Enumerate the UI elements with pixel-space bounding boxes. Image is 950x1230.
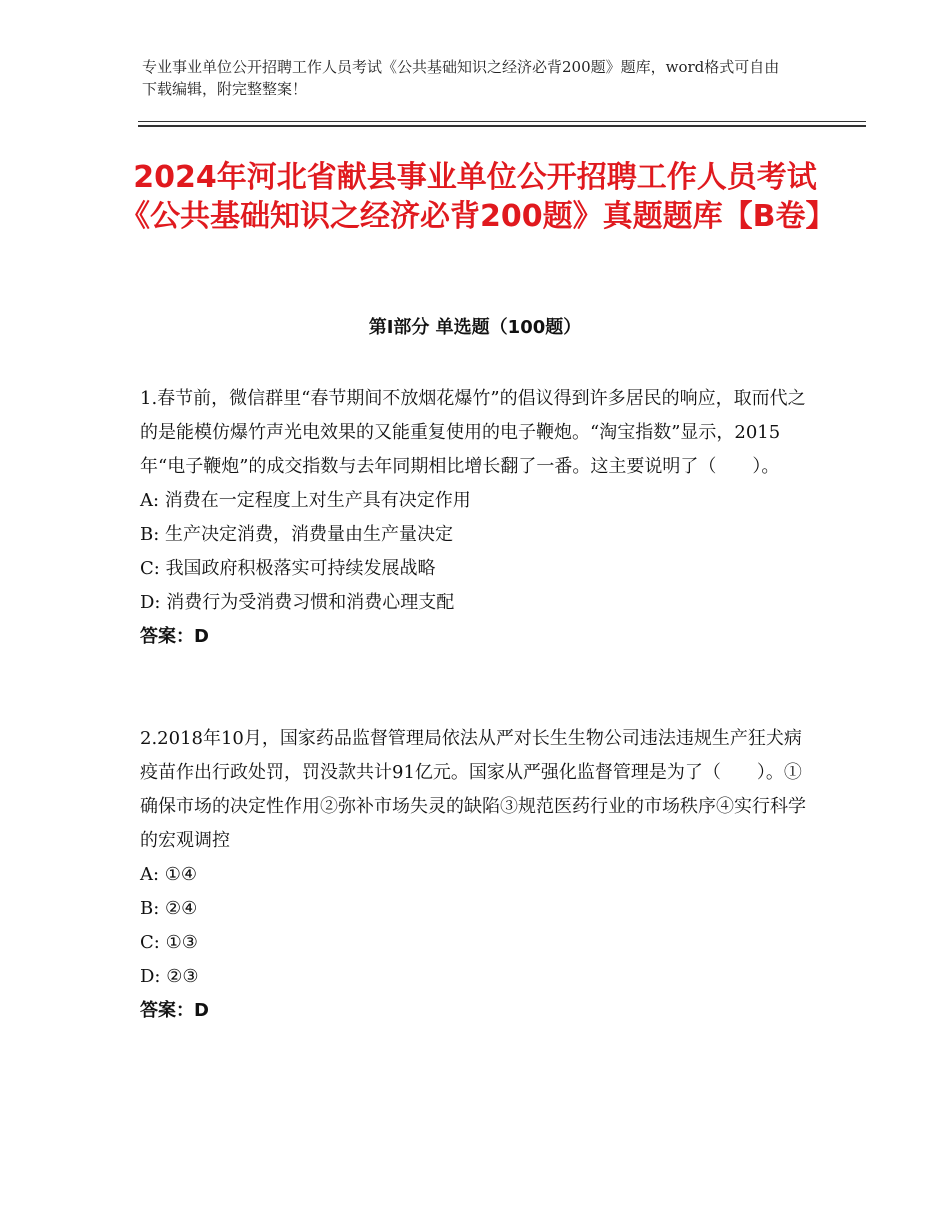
option-a	[140, 858, 808, 892]
option-key: C:	[140, 558, 166, 579]
option-text: ②④	[165, 898, 198, 919]
question-1	[140, 382, 808, 654]
option-text: ①③	[165, 932, 198, 953]
document-title: 2024年河北省献县事业单位公开招聘工作人员考试《公共基础知识之经济必背200题》真题题库【B卷】	[120, 160, 836, 234]
option-key: D:	[140, 592, 167, 613]
option-text: 我国政府积极落实可持续发展战略	[165, 558, 436, 579]
option-key: A:	[140, 864, 165, 885]
option-c	[140, 552, 808, 586]
option-key: D:	[140, 966, 167, 987]
option-key: B:	[140, 524, 166, 545]
option-a	[140, 484, 808, 518]
option-b	[140, 892, 808, 926]
option-b	[140, 518, 808, 552]
answer-line: 答案：D	[140, 1000, 209, 1021]
part-title: 第Ⅰ部分 单选题（100题）	[368, 317, 582, 338]
question-stem: 1.春节前，微信群里“春节期间不放烟花爆竹”的倡议得到许多居民的响应，取而代之的是能模仿爆竹声光电效果的又能重复使用的电子鞭炮。“淘宝指数”显示，2015年“电子鞭炮”的成交指数与去年同期相比增长翻了一番。这主要说明了（ ）。	[140, 388, 806, 477]
header-rule-thick	[138, 125, 866, 127]
option-c	[140, 926, 808, 960]
option-d	[140, 586, 808, 620]
option-text: 消费在一定程度上对生产具有决定作用	[164, 490, 471, 511]
option-key: A:	[140, 490, 165, 511]
option-key: B:	[140, 898, 166, 919]
header-note: 专业事业单位公开招聘工作人员考试《公共基础知识之经济必背200题》题库，word格式可自由下载编辑，附完整整案！	[142, 58, 780, 98]
question-stem: 2.2018年10月，国家药品监督管理局依法从严对长生生物公司违法违规生产狂犬病疫苗作出行政处罚，罚没款共计91亿元。国家从严强化监督管理是为了（ ）。①确保市场的决定性作用②弥补市场失灵的缺陷③规范医药行业的市场秩序④实行科学的宏观调控	[140, 728, 806, 851]
question-2	[140, 722, 808, 1028]
answer-line: 答案：D	[140, 626, 209, 647]
header-rule-thin	[138, 121, 866, 122]
option-list	[140, 484, 808, 620]
option-text: ②③	[166, 966, 199, 987]
option-d	[140, 960, 808, 994]
option-list	[140, 858, 808, 994]
option-text: 消费行为受消费习惯和消费心理支配	[166, 592, 455, 613]
option-text: ①④	[164, 864, 198, 885]
option-key: C:	[140, 932, 166, 953]
option-text: 生产决定消费，消费量由生产量决定	[165, 524, 454, 545]
